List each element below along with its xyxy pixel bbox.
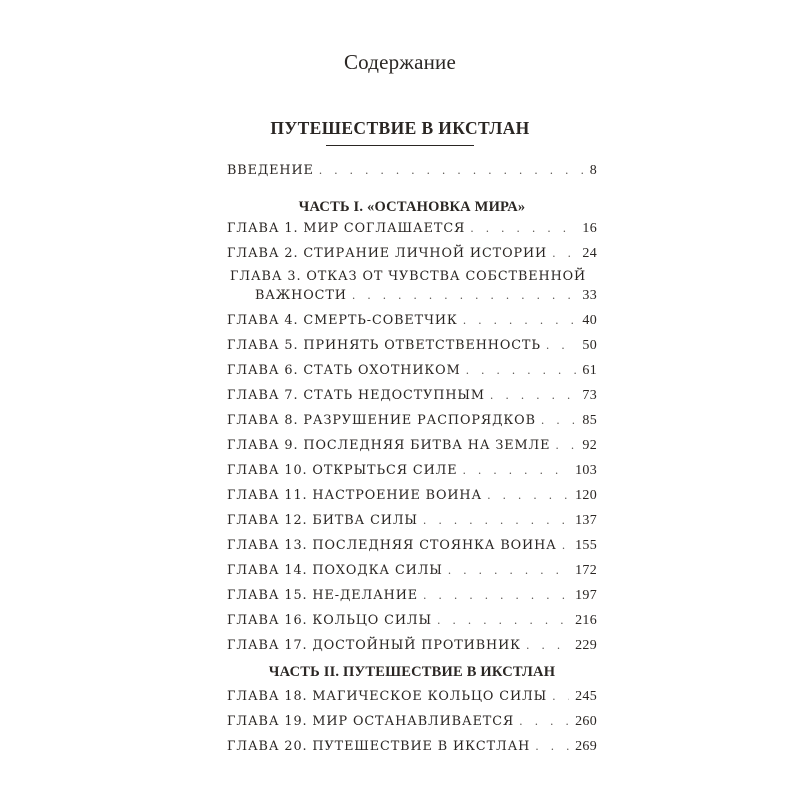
dot-leader — [463, 314, 577, 327]
dot-leader — [552, 247, 576, 260]
entry-title: ГЛАВА 8. РАЗРУШЕНИЕ РАСПОРЯДКОВ — [227, 413, 536, 428]
dot-leader — [555, 439, 576, 452]
entry-page-number: 40 — [582, 313, 597, 328]
entry-page-number: 216 — [575, 613, 597, 628]
entry-page-number: 50 — [582, 338, 597, 353]
entry-page-number: 73 — [582, 388, 597, 403]
toc-entry-chapter-1[interactable] — [227, 221, 597, 241]
entry-page-number: 8 — [589, 163, 597, 178]
dot-leader — [526, 639, 569, 652]
toc-entry-chapter-18[interactable] — [227, 689, 597, 709]
entry-page-number: 33 — [582, 288, 597, 303]
entry-page-number: 92 — [582, 438, 597, 453]
toc-entry-chapter-9[interactable] — [227, 438, 597, 458]
entry-page-number: 120 — [575, 488, 597, 503]
entry-title: ГЛАВА 13. ПОСЛЕДНЯЯ СТОЯНКА ВОИНА — [227, 538, 557, 553]
toc-entry-chapter-17[interactable] — [227, 638, 597, 658]
entry-page-number: 260 — [575, 714, 597, 729]
toc-entry-chapter-5[interactable] — [227, 338, 597, 358]
entry-title: ВАЖНОСТИ — [255, 288, 347, 303]
dot-leader — [562, 539, 569, 552]
dot-leader — [546, 339, 577, 352]
toc-entry-chapter-11[interactable] — [227, 488, 597, 508]
book-title: ПУТЕШЕСТВИЕ В ИКСТЛАН — [270, 118, 530, 138]
entry-page-number: 155 — [575, 538, 597, 553]
entry-title: ГЛАВА 6. СТАТЬ ОХОТНИКОМ — [227, 363, 461, 378]
toc-entry-chapter-3-first-line[interactable]: ГЛАВА 3. ОТКАЗ ОТ ЧУВСТВА СОБСТВЕННОЙ — [230, 269, 587, 284]
entry-page-number: 85 — [582, 413, 597, 428]
entry-page-number: 137 — [575, 513, 597, 528]
dot-leader — [490, 389, 576, 402]
entry-page-number: 245 — [575, 689, 597, 704]
dot-leader — [466, 364, 577, 377]
toc-entry-introduction[interactable] — [227, 163, 597, 183]
entry-page-number: 24 — [582, 246, 597, 261]
toc-entry-chapter-14[interactable] — [227, 563, 597, 583]
entry-title: ВВЕДЕНИЕ — [227, 163, 314, 178]
entry-title: ГЛАВА 11. НАСТРОЕНИЕ ВОИНА — [227, 488, 483, 503]
toc-entry-chapter-15[interactable] — [227, 588, 597, 608]
dot-leader — [470, 222, 576, 235]
dot-leader — [319, 164, 584, 177]
toc-entry-chapter-6[interactable] — [227, 363, 597, 383]
entry-title: ГЛАВА 16. КОЛЬЦО СИЛЫ — [227, 613, 432, 628]
entry-page-number: 61 — [582, 363, 597, 378]
toc-entry-chapter-19[interactable] — [227, 714, 597, 734]
toc-entry-chapter-13[interactable] — [227, 538, 597, 558]
entry-page-number: 172 — [575, 563, 597, 578]
entry-title: ГЛАВА 10. ОТКРЫТЬСЯ СИЛЕ — [227, 463, 458, 478]
dot-leader — [423, 589, 569, 602]
toc-entry-chapter-8[interactable] — [227, 413, 597, 433]
dot-leader — [462, 464, 569, 477]
entry-title: ГЛАВА 2. СТИРАНИЕ ЛИЧНОЙ ИСТОРИИ — [227, 246, 548, 261]
dot-leader — [552, 690, 569, 703]
entry-title: ГЛАВА 1. МИР СОГЛАШАЕТСЯ — [227, 221, 466, 236]
dot-leader — [541, 414, 577, 427]
dot-leader — [423, 514, 569, 527]
entry-page-number: 16 — [582, 221, 597, 236]
entry-title: ГЛАВА 15. НЕ-ДЕЛАНИЕ — [227, 588, 419, 603]
entry-title: ГЛАВА 19. МИР ОСТАНАВЛИВАЕТСЯ — [227, 714, 515, 729]
entry-title: ГЛАВА 7. СТАТЬ НЕДОСТУПНЫМ — [227, 388, 485, 403]
contents-heading: Содержание — [343, 50, 457, 74]
dot-leader — [519, 715, 569, 728]
entry-title: ГЛАВА 5. ПРИНЯТЬ ОТВЕТСТВЕННОСТЬ — [227, 338, 541, 353]
entry-title: ГЛАВА 12. БИТВА СИЛЫ — [227, 513, 418, 528]
entry-title: ГЛАВА 17. ДОСТОЙНЫЙ ПРОТИВНИК — [227, 638, 521, 653]
entry-title: ГЛАВА 14. ПОХОДКА СИЛЫ — [227, 563, 443, 578]
title-underline — [326, 145, 474, 146]
entry-title: ГЛАВА 20. ПУТЕШЕСТВИЕ В ИКСТЛАН — [227, 739, 531, 754]
dot-leader — [487, 489, 569, 502]
entry-title: ГЛАВА 18. МАГИЧЕСКОЕ КОЛЬЦО СИЛЫ — [227, 689, 548, 704]
toc-entry-chapter-10[interactable] — [227, 463, 597, 483]
dot-leader — [437, 614, 569, 627]
entry-page-number: 229 — [575, 638, 597, 653]
toc-entry-chapter-4[interactable] — [227, 313, 597, 333]
toc-entry-chapter-3[interactable] — [227, 288, 597, 308]
entry-title: ГЛАВА 9. ПОСЛЕДНЯЯ БИТВА НА ЗЕМЛЕ — [227, 438, 551, 453]
toc-entry-chapter-20[interactable] — [227, 739, 597, 759]
dot-leader — [448, 564, 569, 577]
dot-leader — [352, 289, 577, 302]
part-one-heading: ЧАСТЬ I. «ОСТАНОВКА МИРА» — [298, 199, 526, 215]
dot-leader — [535, 740, 569, 753]
toc-entry-chapter-12[interactable] — [227, 513, 597, 533]
toc-entry-chapter-7[interactable] — [227, 388, 597, 408]
toc-entry-chapter-16[interactable] — [227, 613, 597, 633]
entry-page-number: 197 — [575, 588, 597, 603]
part-two-heading: ЧАСТЬ II. ПУТЕШЕСТВИЕ В ИКСТЛАН — [268, 664, 556, 680]
entry-page-number: 269 — [575, 739, 597, 754]
toc-entry-chapter-2[interactable] — [227, 246, 597, 266]
entry-title: ГЛАВА 4. СМЕРТЬ-СОВЕТЧИК — [227, 313, 458, 328]
entry-page-number: 103 — [575, 463, 597, 478]
